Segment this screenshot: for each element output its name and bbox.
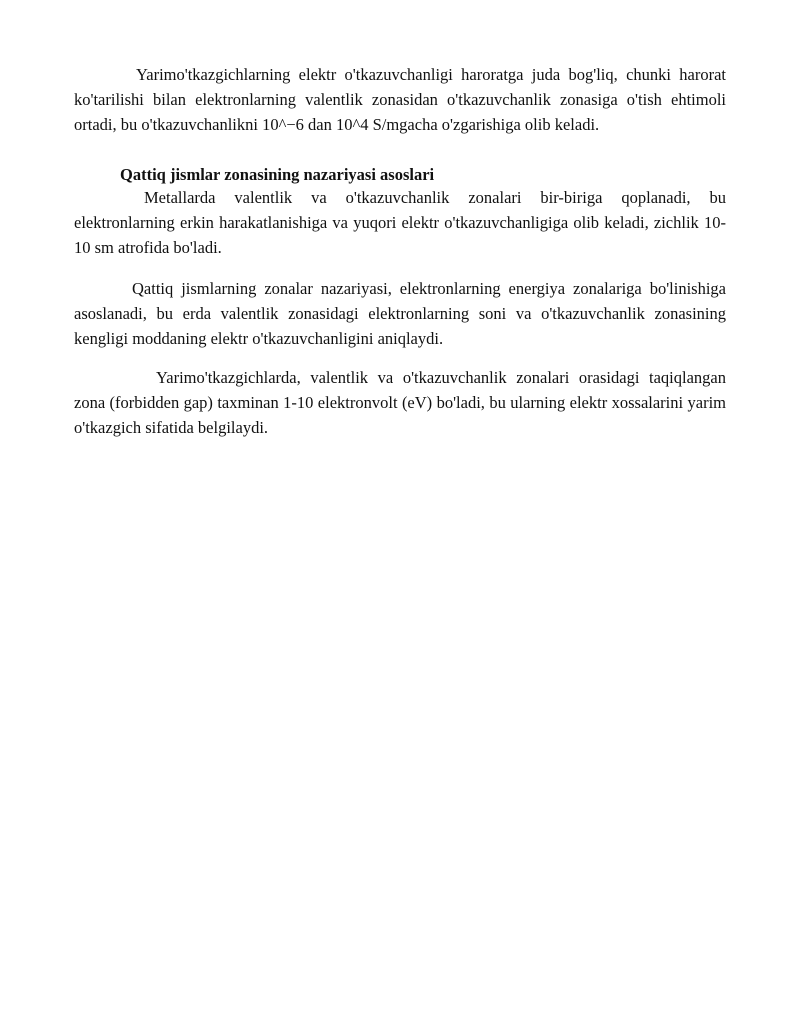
- paragraph-band-theory: Qattiq jismlarning zonalar nazariyasi, elektronlarning energiya zonalariga bo'linishiga asoslanadi, bu erda valentlik zonasidagi elektronlarning soni va o'tkazuvchanlik zonasining kengligi moddaning elektr o'tkazuvchanligini aniqlaydi.: [74, 279, 726, 348]
- paragraph-forbidden-gap: Yarimo'tkazgichlarda, valentlik va o'tkazuvchanlik zonalari orasidagi taqiqlangan zona (forbidden gap) taxminan 1-10 elektronvolt (eV) bo'ladi, bu ularning elektr xossalarini yarim o'tkazgich sifatida belgilaydi.: [74, 368, 726, 437]
- paragraph-metals-zones: Metallarda valentlik va o'tkazuvchanlik zonalari bir-biriga qoplanadi, bu elektronlarning erkin harakatlanishiga va yuqori elektr o'tkazuvchanligiga olib keladi, zichlik 10-10 sm atrofida bo'ladi.: [74, 188, 726, 257]
- document-page: [74, 62, 726, 440]
- paragraph-semiconductor-conductivity: Yarimo'tkazgichlarning elektr o'tkazuvchanligi haroratga juda bog'liq, chunki harorat ko'tarilishi bilan elektronlarning valentlik zonasidan o'tkazuvchanlik zonasiga o'tish ehtimoli ortadi, bu o'tkazuvchanlikni 10^−6 dan 10^4 S/mgacha o'zgarishiga olib keladi.: [74, 65, 726, 134]
- section-heading: Qattiq jismlar zonasining nazariyasi asoslari: [120, 165, 435, 184]
